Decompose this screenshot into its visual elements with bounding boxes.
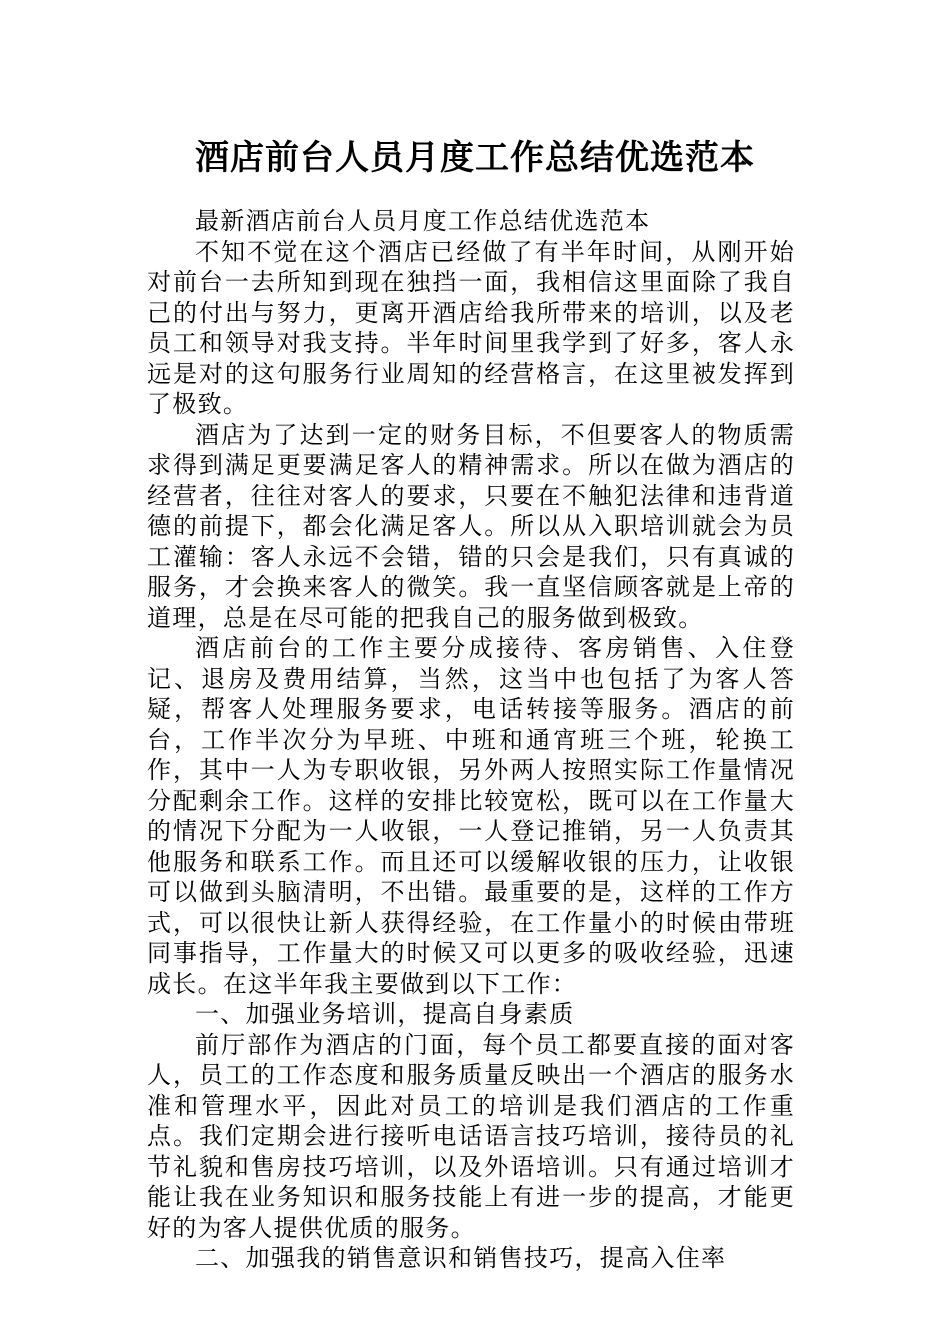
front-desk-duties-paragraph: 酒店前台的工作主要分成接待、客房销售、入住登记、退房及费用结算，当然，这当中也包括了为客人答疑，帮客人处理服务要求，电话转接等服务。酒店的前台，工作半次分为早班、中班和通宵班三个班，轮换工作，其中一人为专职收银，另外两人按照实际工作量情况分配剩余工作。这样的安排比较宽松，既可以在工作量大的情况下分配为一人收银，一人登记推销，另一人负责其他服务和联系工作。而且还可以缓解收银的压力，让收银可以做到头脑清明，不出错。最重要的是，这样的工作方式，可以很快让新人获得经验，在工作量小的时候由带班同事指导，工作量大的时候又可以更多的吸收经验，迅速成长。在这半年我主要做到以下工作： [147,634,795,998]
subtitle-paragraph: 最新酒店前台人员月度工作总结优选范本 [195,207,651,235]
section-heading-2: 二、加强我的销售意识和销售技巧，提高入住率 [195,1244,727,1272]
document-body [147,206,795,1274]
section-heading-1: 一、加强业务培训，提高自身素质 [195,1000,575,1028]
service-philosophy-paragraph: 酒店为了达到一定的财务目标，不但要客人的物质需求得到满足更要满足客人的精神需求。所以在做为酒店的经营者，往往对客人的要求，只要在不触犯法律和违背道德的前提下，都会化满足客人。所以从入职培训就会为员工灌输：客人永远不会错，错的只会是我们，只有真诚的服务，才会换来客人的微笑。我一直坚信顾客就是上帝的道理，总是在尽可能的把我自己的服务做到极致。 [147,420,795,632]
training-paragraph: 前厅部作为酒店的门面，每个员工都要直接的面对客人，员工的工作态度和服务质量反映出一个酒店的服务水准和管理水平，因此对员工的培训是我们酒店的工作重点。我们定期会进行接听电话语言技巧培训，接待员的礼节礼貌和售房技巧培训，以及外语培训。只有通过培训才能让我在业务知识和服务技能上有进一步的提高，才能更好的为客人提供优质的服务。 [147,1030,795,1242]
intro-paragraph: 不知不觉在这个酒店已经做了有半年时间，从刚开始对前台一去所知到现在独挡一面，我相信这里面除了我自己的付出与努力，更离开酒店给我所带来的培训，以及老员工和领导对我支持。半年时间里我学到了好多，客人永远是对的这句服务行业周知的经营格言，在这里被发挥到了极致。 [147,237,795,418]
document-title: 酒店前台人员月度工作总结优选范本 [195,138,755,178]
